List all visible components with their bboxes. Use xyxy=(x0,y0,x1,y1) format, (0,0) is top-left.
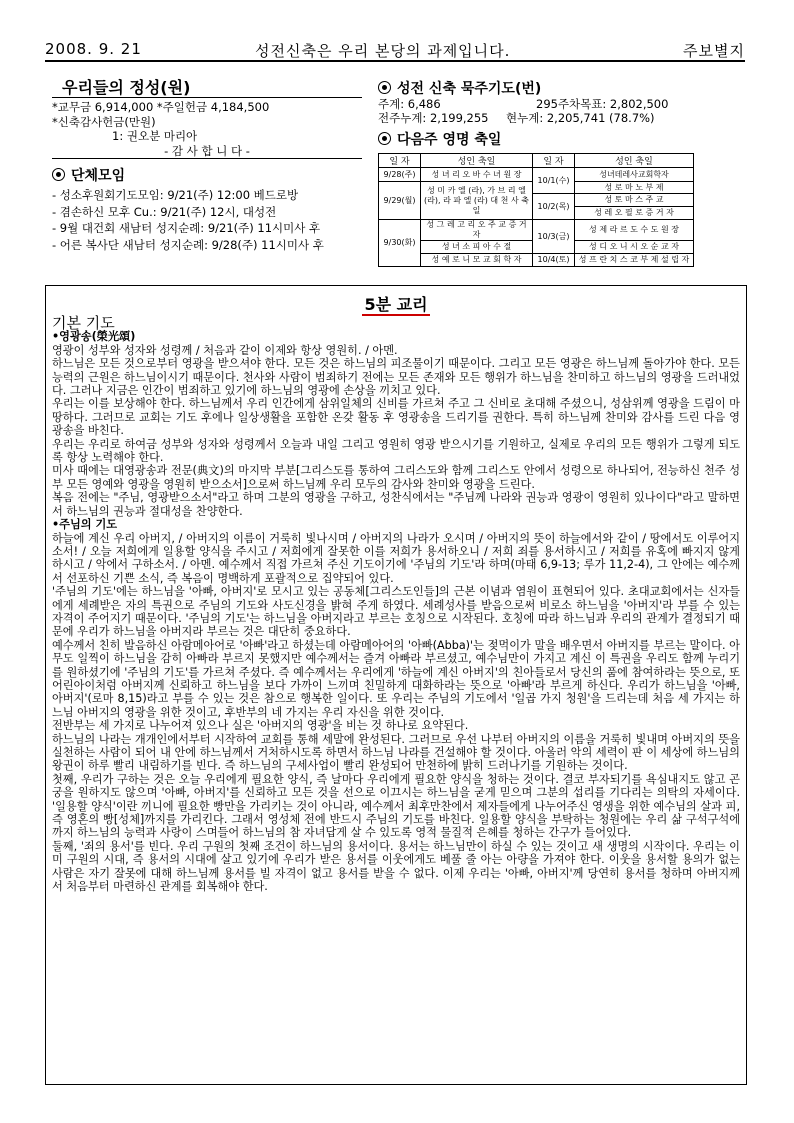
table-cell: 9/29(월) xyxy=(379,182,421,220)
table-cell: 성 토 마 스 주 교 xyxy=(575,194,694,207)
feast-table xyxy=(378,153,694,267)
table-cell: 성 녀 리 오 바 수 녀 원 장 xyxy=(421,168,533,182)
table-header: 성인 축일 xyxy=(575,154,694,168)
right-column xyxy=(378,78,698,267)
paragraph: 우리는 우리로 하여금 성부와 성자와 성령께서 오늘과 내일 그리고 영원히 영광 받으시기를 기원하고, 실제로 우리의 모든 행위가 그렇게 되도록 항상 노력해야 한다. xyxy=(52,437,740,465)
table-cell: 9/30(화) xyxy=(379,220,421,267)
lesson-subtitle: 기본 기도 xyxy=(52,314,115,332)
paragraph: 하느님의 나라는 개개인에서부터 시작하여 교회를 통해 세말에 완성된다. 그러므로 우선 나부터 아버지의 이름을 거룩히 빛내며 아버지의 뜻을 실천하는 사람이 되어 내 안에 하느님께서 거처하시도록 하면서 하느님 나라를 건설해야 할 것이다. 아울러 악의 세력이 판 이 세상에 하느님의 왕권이 하루 빨리 내림하기를 빈다. 즉 하느님의 구세사업이 빨리 완성되어 만천하에 밝히 드러나기를 기원하는 것이다. xyxy=(52,732,740,773)
table-cell: 성 프 란 치 스 코 부 제 설 립 자 xyxy=(575,254,694,267)
paragraph: '주님의 기도'에는 하느님을 '아빠, 아버지'로 모시고 있는 공동체[그리스도인들]의 근본 이념과 염원이 표현되어 있다. 초대교회에서는 신자들에게 세례받은 자의 특권으로 주님의 기도와 사도신경을 밝혀 주게 하였다. 세례성사를 받음으로써 비로소 하느님을 '아버지'라 부를 수 있는 자격이 주어지기 때문이다. '주님의 기도'는 하느님을 아버지라고 부르는 호칭으로 시작된다. 호칭에 따라 하느님과 우리의 관계가 결정되기 때문에 우리가 하느님을 아버지라 부르는 것은 대단히 중요하다. xyxy=(52,585,740,639)
left-column xyxy=(52,75,362,253)
feast-heading xyxy=(378,129,698,149)
lesson-title: 5분 교리 xyxy=(364,295,428,314)
prayer-stats-row xyxy=(378,98,698,112)
table-cell: 성녀데레사교회학자 xyxy=(575,168,694,182)
table-header: 일 자 xyxy=(379,154,421,168)
list-item: - 9월 대건회 새남터 성지순례: 9/21(주) 11시미사 후 xyxy=(52,221,321,235)
lesson-body xyxy=(46,314,746,894)
table-cell: 10/1(수) xyxy=(533,168,575,194)
prayer-total: 전주누계: 2,199,255 xyxy=(378,110,489,125)
paragraph: 복음 전에는 "주님, 영광받으소서"라고 하며 그분의 영광을 구하고, 성찬식에서는 "주님께 나라와 권능과 영광이 영원히 있나이다"라고 말하면서 하느님의 권능과 절대성을 찬양한다. xyxy=(52,491,740,518)
paragraph: 전반부는 세 가지로 나누어져 있으나 실은 '아버지의 영광'을 비는 것 하나로 요약된다. xyxy=(52,719,469,733)
target-bullet-icon xyxy=(378,132,391,145)
table-cell: 10/3(금) xyxy=(533,220,575,254)
page-header xyxy=(45,38,745,62)
table-header: 성인 축일 xyxy=(421,154,533,168)
groups-title: 단체모임 xyxy=(71,168,126,184)
offering-title: 우리들의 정성(원) xyxy=(62,78,191,97)
paragraph: 우리는 이를 보상해야 한다. 하느님께서 우리 인간에게 삼위일체의 신비를 가르쳐 주고 그 신비로 초대해 주셨으니, 성삼위께 영광을 드림이 마땅하다. 그러므로 교회는 기도 후에나 일상생활을 포함한 온갖 활동 후 영광송을 드리기를 권한다. 특히 하느님께 찬미와 감사를 드린 다음 영광송을 바친다. xyxy=(52,397,740,438)
table-cell: 9/28(주) xyxy=(379,168,421,182)
lesson-title-wrap xyxy=(46,292,746,315)
list-item: - 겸손하신 모후 Cu.: 9/21(주) 12시, 대성전 xyxy=(52,204,277,219)
header-date: 2008. 9. 21 xyxy=(45,40,142,58)
list-item: - 어른 복사단 새남터 성지순례: 9/28(주) 11시미사 후 xyxy=(52,237,324,252)
lesson-box xyxy=(45,285,747,1085)
table-cell: 성 레 오 필 로 증 거 자 xyxy=(575,207,694,220)
table-cell: 성 미 카 엘 (라), 가 브 리 엘 (라), 라 파 엘 (라) 대 천 사 축 일 xyxy=(421,182,533,220)
offering-line: *교무금 6,914,000 *주일헌금 4,184,500 xyxy=(52,100,270,114)
list-item: - 성소후원회기도모임: 9/21(주) 12:00 베드로방 xyxy=(52,188,299,202)
feast-title: 다음주 영명 축일 xyxy=(397,132,502,148)
table-cell: 10/4(토) xyxy=(533,254,575,267)
paragraph: 하늘에 계신 우리 아버지, / 아버지의 이름이 거룩히 빛나시며 / 아버지의 나라가 오시며 / 아버지의 뜻이 하늘에서와 같이 / 땅에서도 이루어지소서! / 오늘 저희에게 일용할 양식을 주시고 / 저희에게 잘못한 이를 저희가 용서하오니 / 저희 죄를 용서하시고 / 저희를 유혹에 빠지지 않게 하시고 / 악에서 구하소서. / 아멘. 예수께서 직접 가르쳐 주신 기도이기에 '주님의 기도'라 하며(마태 6,9-13; 루가 11,2-4), 그 안에는 예수께서 선포하신 기쁜 소식, 즉 복음이 명백하게 포괄적으로 집약되어 있다. xyxy=(52,531,740,585)
paragraph: 하느님은 모든 것으로부터 영광을 받으셔야 한다. 모든 것은 하느님의 피조물이기 때문이다. 그리고 모든 영광은 하느님께 돌아가야 한다. 모든 능력의 근원은 하느님이시기 때문이다. 천사와 사람이 범죄하기 전에는 모든 존재와 모든 행위가 하느님을 찬미하고 하느님의 영광을 드러내었다. 그러나 지금은 인간이 범죄하고 있기에 하느님의 영광에 손상을 끼치고 있다. xyxy=(52,357,740,398)
offering-box xyxy=(52,97,362,159)
paragraph: 미사 때에는 대영광송과 전문(典文)의 마지막 부분[그리스도를 통하여 그리스도와 함께 그리스도 안에서 성령으로 하나되어, 전능하신 천주 성부 모든 영예와 영광을 영원히 받으소서]으로써 하느님께 우리 모두의 감사와 찬미와 영광을 드린다. xyxy=(52,464,740,491)
prayer-heading xyxy=(378,78,698,98)
groups-heading xyxy=(52,165,362,185)
table-cell: 성 제 라 르 도 수 도 원 장 xyxy=(575,220,694,241)
table-cell: 성 녀 소 피 아 수 절 xyxy=(421,241,533,254)
header-title: 성전신축은 우리 본당의 과제입니다. xyxy=(255,42,511,60)
table-cell: 10/2(목) xyxy=(533,194,575,220)
section-heading: •주님의 기도 xyxy=(52,518,118,532)
section-heading: •영광송(榮光頌) xyxy=(52,330,136,344)
prayer-stats-row xyxy=(378,112,698,126)
table-header: 일 자 xyxy=(533,154,575,168)
paragraph: 영광이 성부와 성자와 성령께 / 처음과 같이 이제와 항상 영원히. / 아멘. xyxy=(52,343,398,357)
paragraph: 예수께서 친히 발음하신 아람메아어로 '아빠'라고 하셨는데 아람메아어의 '아빠(Abba)'는 젖먹이가 말을 배우면서 아버지를 부르는 말이다. 아무도 일찍이 하느님을 감히 아빠라 부르지 못했지만 예수께서는 즐겨 아빠라 부르셨고, 예수님만이 가지고 계신 이 특권을 우리도 함께 누리기를 원하셨기에 '주님의 기도'를 가르쳐 주셨다. 즉 예수께서는 우리에게 '하늘에 계신 아버지'의 친아들로서 당신의 품에 참여하라는 뜻으로, 또 어린아이처럼 아버지께 신뢰하고 하느님을 보다 가까이 느끼며 친밀하게 대화하라는 뜻으로 '아빠'라 부르게 하신다. 우리가 하느님을 '아빠, 아버지'(로마 8,15)라고 부를 수 있는 것은 참으로 행복한 일이다. 또 우리는 주님의 기도에서 '일곱 가지 청원'을 드리는데 처음 세 가지는 하느님 아버지의 영광을 위한 것이고, 후반부의 네 가지는 우리 자신을 위한 것이다. xyxy=(52,638,740,719)
offering-line: *신축감사헌금(만원) xyxy=(52,114,156,129)
prayer-weekly: 주계: 6,486 xyxy=(378,97,441,111)
offering-donor: 1: 권오분 마리아 xyxy=(112,129,198,143)
table-cell: 성 로 마 노 부 제 xyxy=(575,182,694,194)
table-cell: 성 그 레 고 리 오 주 교 증 거 자 xyxy=(421,220,533,241)
table-cell: 성 예 로 니 모 교 회 학 자 xyxy=(421,254,533,267)
prayer-title: 성전 신축 묵주기도(번) xyxy=(397,81,542,97)
offering-thanks: - 감 사 합 니 다 - xyxy=(164,143,250,158)
header-label: 주보별지 xyxy=(683,42,745,60)
groups-list xyxy=(52,187,362,253)
prayer-current: 현누계: 2,205,741 (78.7%) xyxy=(506,110,655,125)
prayer-target: 295주차목표: 2,802,500 xyxy=(536,97,669,111)
target-bullet-icon xyxy=(52,168,65,181)
paragraph: 둘째, '죄의 용서'를 빈다. 우리 구원의 첫째 조건이 하느님의 용서이다. 용서는 하느님만이 하실 수 있는 것이고 새 생명의 시작이다. 우리는 이미 구원의 시대, 즉 용서의 시대에 살고 있기에 우리가 받은 용서를 이웃에게도 베풀 줄 아는 아량을 가져야 한다. 이웃을 용서할 용의가 없는 사람은 자기 잘못에 대해 하느님께 용서를 빌 자격이 없고 용서를 받을 수 없다. 이제 우리는 '아빠, 아버지'께 당연히 용서를 청하며 아버지께서 처음부터 마련하신 관계를 회복해야 한다. xyxy=(52,839,740,894)
table-cell: 성 디 오 니 시 오 순 교 자 xyxy=(575,241,694,254)
target-bullet-icon xyxy=(378,81,391,94)
paragraph: 첫째, 우리가 구하는 것은 오늘 우리에게 필요한 양식, 즉 날마다 우리에게 필요한 양식을 청하는 것이다. 결코 부자되기를 욕심내지도 않고 곤궁을 원하지도 않으며 '아빠, 아버지'를 신뢰하고 모든 것을 선으로 이끄시는 하느님을 굳게 믿으며 그분의 섭리를 기다리는 의탁의 자세이다. '일용할 양식'이란 끼니에 필요한 빵만을 가리키는 것이 아니라, 예수께서 최후만찬에서 제자들에게 나누어주신 영생을 위한 예수님의 살과 피, 즉 영혼의 빵[성체]까지를 가리킨다. 그래서 영성체 전에 반드시 주님의 기도를 바친다. 일용할 양식을 부탁하는 청원에는 우리 삶 구석구석에까지 하느님의 능력과 사랑이 스며들어 하느님의 참 자녀답게 살 수 있도록 영적 물질적 은혜를 청하는 간구가 들어있다. xyxy=(52,772,740,840)
